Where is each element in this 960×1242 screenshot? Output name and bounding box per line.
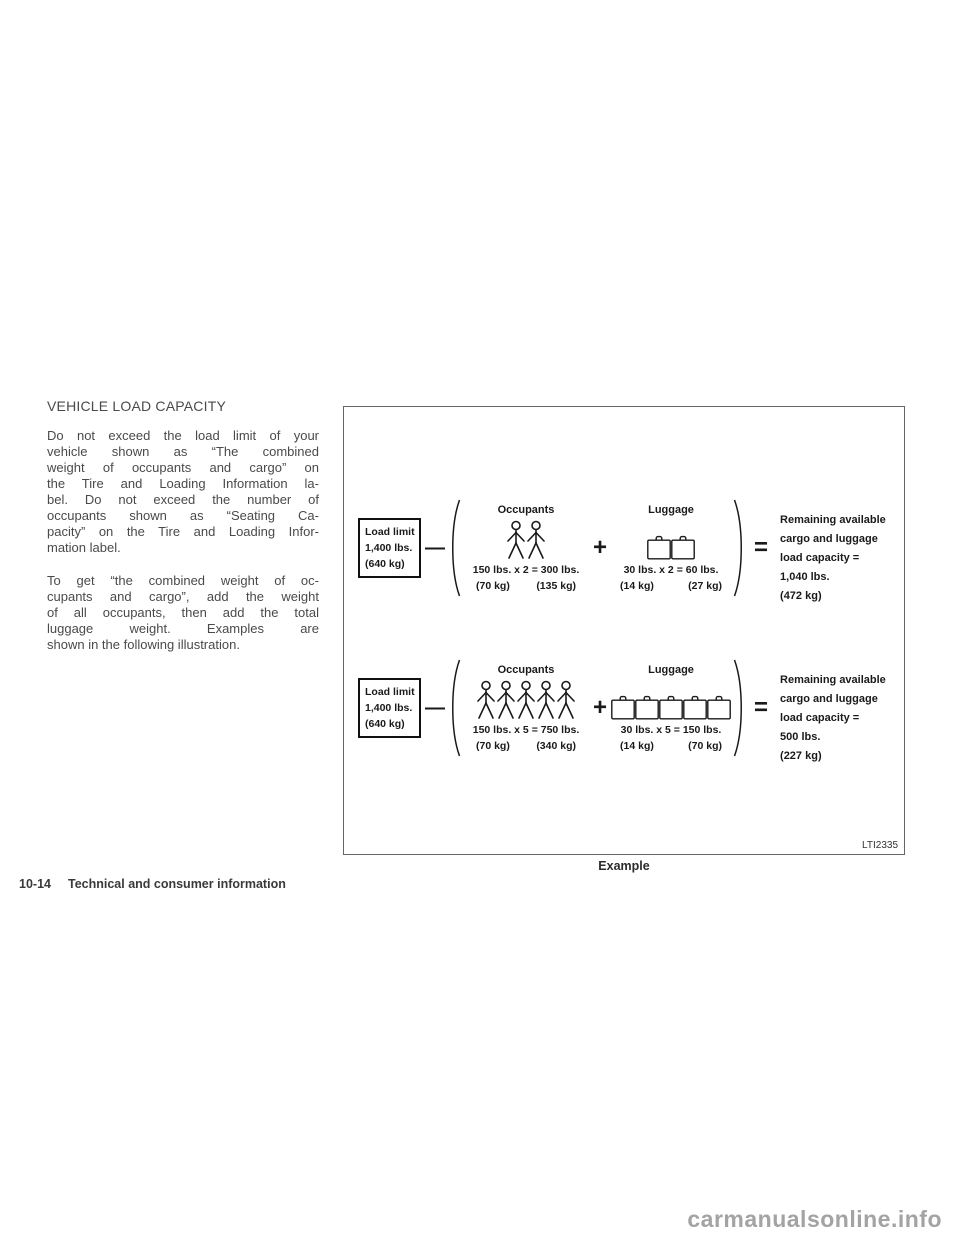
occupants-kg-right: (340 kg) bbox=[536, 740, 576, 752]
load-limit-lbs: 1,400 lbs. bbox=[365, 542, 413, 554]
result-line: Remaining available bbox=[780, 673, 886, 686]
result-line: Remaining available bbox=[780, 513, 886, 526]
occupants-kg bbox=[462, 580, 590, 592]
load-limit-kg: (640 kg) bbox=[365, 718, 405, 730]
body-text-line: the Tire and Loading Information la- bbox=[47, 476, 319, 491]
occupants-formula: 150 lbs. x 5 = 750 lbs. bbox=[472, 724, 580, 736]
suitcase-icon bbox=[611, 695, 635, 720]
remaining-capacity-text bbox=[780, 671, 886, 766]
minus-operator: — bbox=[425, 697, 445, 719]
figure-caption: Example bbox=[598, 859, 650, 873]
load-limit-kg: (640 kg) bbox=[365, 558, 405, 570]
suitcase-icon bbox=[683, 695, 707, 720]
luggage-kg bbox=[610, 740, 732, 752]
body-text-line: bel. Do not exceed the number of bbox=[47, 492, 319, 507]
body-text-line: shown in the following illustration. bbox=[47, 637, 240, 652]
load-limit-title: Load limit bbox=[365, 526, 415, 538]
section-heading: VEHICLE LOAD CAPACITY bbox=[47, 398, 226, 414]
footer-section-title: Technical and consumer information bbox=[67, 877, 286, 891]
occupants-kg bbox=[462, 740, 590, 752]
result-line: 500 lbs. bbox=[780, 730, 821, 743]
load-limit-lbs: 1,400 lbs. bbox=[365, 702, 413, 714]
body-text-line: Do not exceed the load limit of your bbox=[47, 428, 319, 443]
load-limit-box bbox=[358, 678, 421, 738]
luggage-kg bbox=[610, 580, 732, 592]
equals-operator: = bbox=[754, 534, 769, 561]
person-icon bbox=[524, 520, 548, 560]
occupants-kg-right: (135 kg) bbox=[536, 580, 576, 592]
body-text-line: To get “the combined weight of oc- bbox=[47, 573, 319, 588]
open-paren bbox=[447, 658, 462, 758]
close-paren bbox=[732, 498, 747, 598]
body-text-line: vehicle shown as “The combined bbox=[47, 444, 319, 459]
suitcase-icon bbox=[635, 695, 659, 720]
minus-operator: — bbox=[425, 537, 445, 559]
luggage-group bbox=[610, 504, 732, 592]
body-text-line: pacity” on the Tire and Loading Infor- bbox=[47, 524, 319, 539]
figure-row-example-2 bbox=[358, 653, 886, 763]
result-line: cargo and luggage bbox=[780, 532, 878, 545]
plus-operator: + bbox=[593, 534, 608, 561]
occupant-icons bbox=[506, 518, 546, 560]
result-line: load capacity = bbox=[780, 711, 860, 724]
occupants-label: Occupants bbox=[497, 504, 555, 516]
luggage-kg-right: (27 kg) bbox=[688, 580, 723, 592]
body-text-line: weight of occupants and cargo” on bbox=[47, 460, 319, 475]
luggage-icons bbox=[647, 518, 695, 560]
load-capacity-figure bbox=[343, 406, 905, 855]
body-text-line: cupants and cargo”, add the weight bbox=[47, 589, 319, 604]
suitcase-icon bbox=[707, 695, 731, 720]
luggage-group bbox=[610, 664, 732, 752]
load-limit-title: Load limit bbox=[365, 686, 415, 698]
luggage-formula: 30 lbs. x 2 = 60 lbs. bbox=[623, 564, 719, 576]
open-paren bbox=[447, 498, 462, 598]
body-text-line: luggage weight. Examples are bbox=[47, 621, 319, 636]
close-paren bbox=[732, 658, 747, 758]
person-icon bbox=[554, 680, 578, 720]
body-text-line: occupants shown as “Seating Ca- bbox=[47, 508, 319, 523]
figure-row-example-1 bbox=[358, 493, 886, 603]
body-text-line: of all occupants, then add the total bbox=[47, 605, 319, 620]
luggage-kg-left: (14 kg) bbox=[620, 740, 654, 752]
occupant-icons bbox=[476, 678, 576, 720]
result-line: 1,040 lbs. bbox=[780, 570, 830, 583]
suitcase-icon bbox=[659, 695, 683, 720]
luggage-formula: 30 lbs. x 5 = 150 lbs. bbox=[620, 724, 722, 736]
occupants-kg-left: (70 kg) bbox=[476, 580, 510, 592]
luggage-kg-right: (70 kg) bbox=[688, 740, 723, 752]
equals-operator: = bbox=[754, 694, 769, 721]
watermark-text: carmanualsonline.info bbox=[687, 1206, 942, 1232]
plus-operator: + bbox=[593, 694, 608, 721]
paragraph-1 bbox=[47, 428, 319, 556]
suitcase-icon bbox=[647, 535, 671, 560]
paragraph-2 bbox=[47, 573, 319, 653]
occupants-formula: 150 lbs. x 2 = 300 lbs. bbox=[472, 564, 580, 576]
occupants-kg-left: (70 kg) bbox=[476, 740, 510, 752]
luggage-label: Luggage bbox=[648, 664, 694, 676]
remaining-capacity-text bbox=[780, 511, 886, 606]
figure-id-label: LTI2335 bbox=[862, 840, 898, 851]
load-limit-box bbox=[358, 518, 421, 578]
occupants-group bbox=[462, 664, 590, 752]
page-number: 10-14 bbox=[19, 877, 51, 891]
result-line: (472 kg) bbox=[780, 589, 822, 602]
result-line: (227 kg) bbox=[780, 749, 822, 762]
occupants-group bbox=[462, 504, 590, 592]
luggage-label: Luggage bbox=[648, 504, 694, 516]
text-column bbox=[47, 398, 319, 670]
suitcase-icon bbox=[671, 535, 695, 560]
luggage-kg-left: (14 kg) bbox=[620, 580, 654, 592]
result-line: load capacity = bbox=[780, 551, 860, 564]
body-text-line: mation label. bbox=[47, 540, 121, 555]
occupants-label: Occupants bbox=[497, 664, 555, 676]
luggage-icons bbox=[611, 678, 731, 720]
page-footer bbox=[19, 877, 286, 891]
result-line: cargo and luggage bbox=[780, 692, 878, 705]
